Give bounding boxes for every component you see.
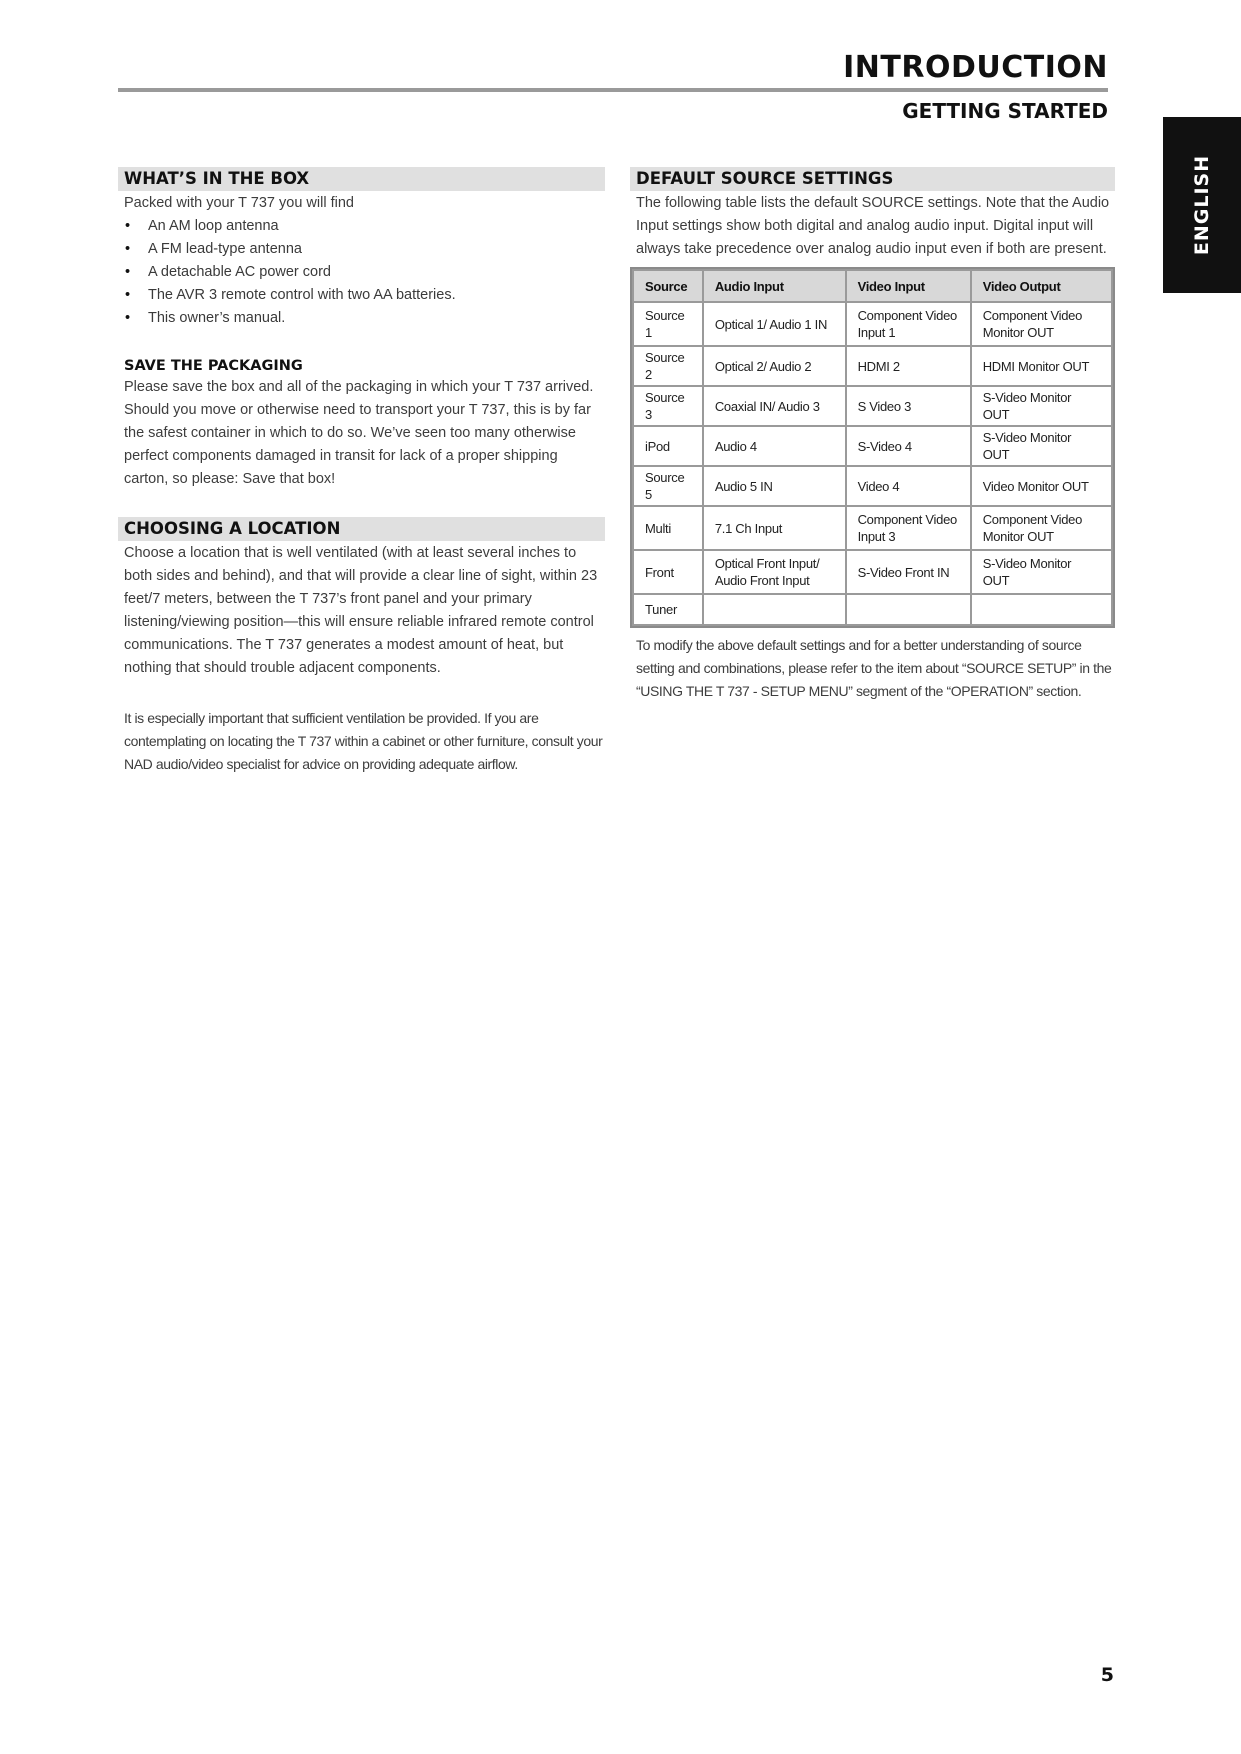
save-packaging-text: Please save the box and all of the packaging in which your T 737 arrived. Should you move or otherwise need to transport your T 737, this is by far the safest container in which to do so. We’ve seen too many otherwise perfect components damaged in transit for lack of a proper shipping carton, so please: Save that box! bbox=[124, 379, 594, 487]
table-cell: Component Video Input 1 bbox=[847, 303, 970, 345]
table-row bbox=[634, 507, 1111, 549]
table-cell: Component Video Monitor OUT bbox=[972, 507, 1111, 549]
column-header: Video Input bbox=[847, 271, 970, 301]
table-cell: Source 2 bbox=[634, 347, 702, 385]
list-item: • An AM loop antenna bbox=[124, 215, 605, 238]
table-cell: Audio 5 IN bbox=[704, 467, 845, 505]
table-cell: HDMI 2 bbox=[847, 347, 970, 385]
list-item: • The AVR 3 remote control with two AA batteries. bbox=[124, 284, 605, 307]
table-cell: 7.1 Ch Input bbox=[704, 507, 845, 549]
table-cell bbox=[847, 595, 970, 624]
table-cell: S-Video 4 bbox=[847, 427, 970, 465]
default-source-settings-heading: DEFAULT SOURCE SETTINGS bbox=[630, 167, 1115, 191]
table-row bbox=[634, 551, 1111, 593]
table-cell: Audio 4 bbox=[704, 427, 845, 465]
table-cell: S Video 3 bbox=[847, 387, 970, 425]
table-row bbox=[634, 387, 1111, 425]
table-cell: Optical Front Input/ Audio Front Input bbox=[704, 551, 845, 593]
table-row bbox=[634, 595, 1111, 624]
column-header: Audio Input bbox=[704, 271, 845, 301]
table-cell: Video 4 bbox=[847, 467, 970, 505]
choosing-location-text: Choose a location that is well ventilated (with at least several inches to both sides and behind), and that will provide a clear line of sight, within 23 feet/7 meters, between the T 737’s front panel and your primary listening/viewing position—this will ensure reliable infrared remote control communications. The T 737 generates a modest amount of heat, but nothing that should trouble adjacent components. bbox=[124, 545, 598, 676]
table-cell: Source 5 bbox=[634, 467, 702, 505]
column-header: Video Output bbox=[972, 271, 1111, 301]
table-cell bbox=[972, 595, 1111, 624]
ventilation-text: It is especially important that sufficient ventilation be provided. If you are contemplating on locating the T 737 within a cabinet or other furniture, consult your NAD audio/video specialist for advice on providing adequate airflow. bbox=[124, 710, 603, 772]
table-row bbox=[634, 303, 1111, 345]
table-cell: S-Video Monitor OUT bbox=[972, 551, 1111, 593]
whats-in-the-box-heading: WHAT’S IN THE BOX bbox=[118, 167, 605, 191]
table-cell: Video Monitor OUT bbox=[972, 467, 1111, 505]
table-row bbox=[634, 467, 1111, 505]
table-cell: Optical 1/ Audio 1 IN bbox=[704, 303, 845, 345]
table-cell: Source 1 bbox=[634, 303, 702, 345]
right-column bbox=[630, 167, 1115, 703]
table-header-row bbox=[634, 271, 1111, 301]
language-tab-label: ENGLISH bbox=[1191, 154, 1213, 256]
list-item: • This owner’s manual. bbox=[124, 307, 605, 330]
table-row bbox=[634, 427, 1111, 465]
list-item: • A detachable AC power cord bbox=[124, 261, 605, 284]
table-cell: Front bbox=[634, 551, 702, 593]
box-intro: Packed with your T 737 you will find bbox=[124, 195, 354, 211]
source-settings-intro: The following table lists the default SOURCE settings. Note that the Audio Input settings show both digital and analog audio input. Digital input will always take precedence over analog audio input even if both are present. bbox=[636, 195, 1110, 257]
table-cell: S-Video Front IN bbox=[847, 551, 970, 593]
table-cell: S-Video Monitor OUT bbox=[972, 427, 1111, 465]
page-title: INTRODUCTION bbox=[843, 50, 1108, 85]
column-header: Source bbox=[634, 271, 702, 301]
table-cell: S-Video Monitor OUT bbox=[972, 387, 1111, 425]
table-cell bbox=[704, 595, 845, 624]
left-column bbox=[118, 167, 605, 776]
table-cell: HDMI Monitor OUT bbox=[972, 347, 1111, 385]
choosing-location-heading: CHOOSING A LOCATION bbox=[118, 517, 605, 541]
table-cell: Coaxial IN/ Audio 3 bbox=[704, 387, 845, 425]
table-cell: Multi bbox=[634, 507, 702, 549]
table-cell: iPod bbox=[634, 427, 702, 465]
table-row bbox=[634, 347, 1111, 385]
box-contents-list bbox=[124, 215, 605, 330]
list-item: • A FM lead-type antenna bbox=[124, 238, 605, 261]
table-cell: Component Video Monitor OUT bbox=[972, 303, 1111, 345]
language-tab bbox=[1163, 117, 1241, 293]
save-packaging-heading: SAVE THE PACKAGING bbox=[124, 358, 303, 374]
header-rule bbox=[118, 88, 1108, 92]
default-source-table bbox=[630, 267, 1115, 628]
source-settings-outro: To modify the above default settings and for a better understanding of source setting and combinations, please refer to the item about “SOURCE SETUP” in the “USING THE T 737 - SETUP MENU” segment of the “OPERATION” section. bbox=[636, 637, 1112, 699]
page-subtitle: GETTING STARTED bbox=[902, 99, 1108, 123]
table-cell: Optical 2/ Audio 2 bbox=[704, 347, 845, 385]
table-cell: Tuner bbox=[634, 595, 702, 624]
table-cell: Source 3 bbox=[634, 387, 702, 425]
table-cell: Component Video Input 3 bbox=[847, 507, 970, 549]
page-number: 5 bbox=[1100, 1664, 1114, 1686]
